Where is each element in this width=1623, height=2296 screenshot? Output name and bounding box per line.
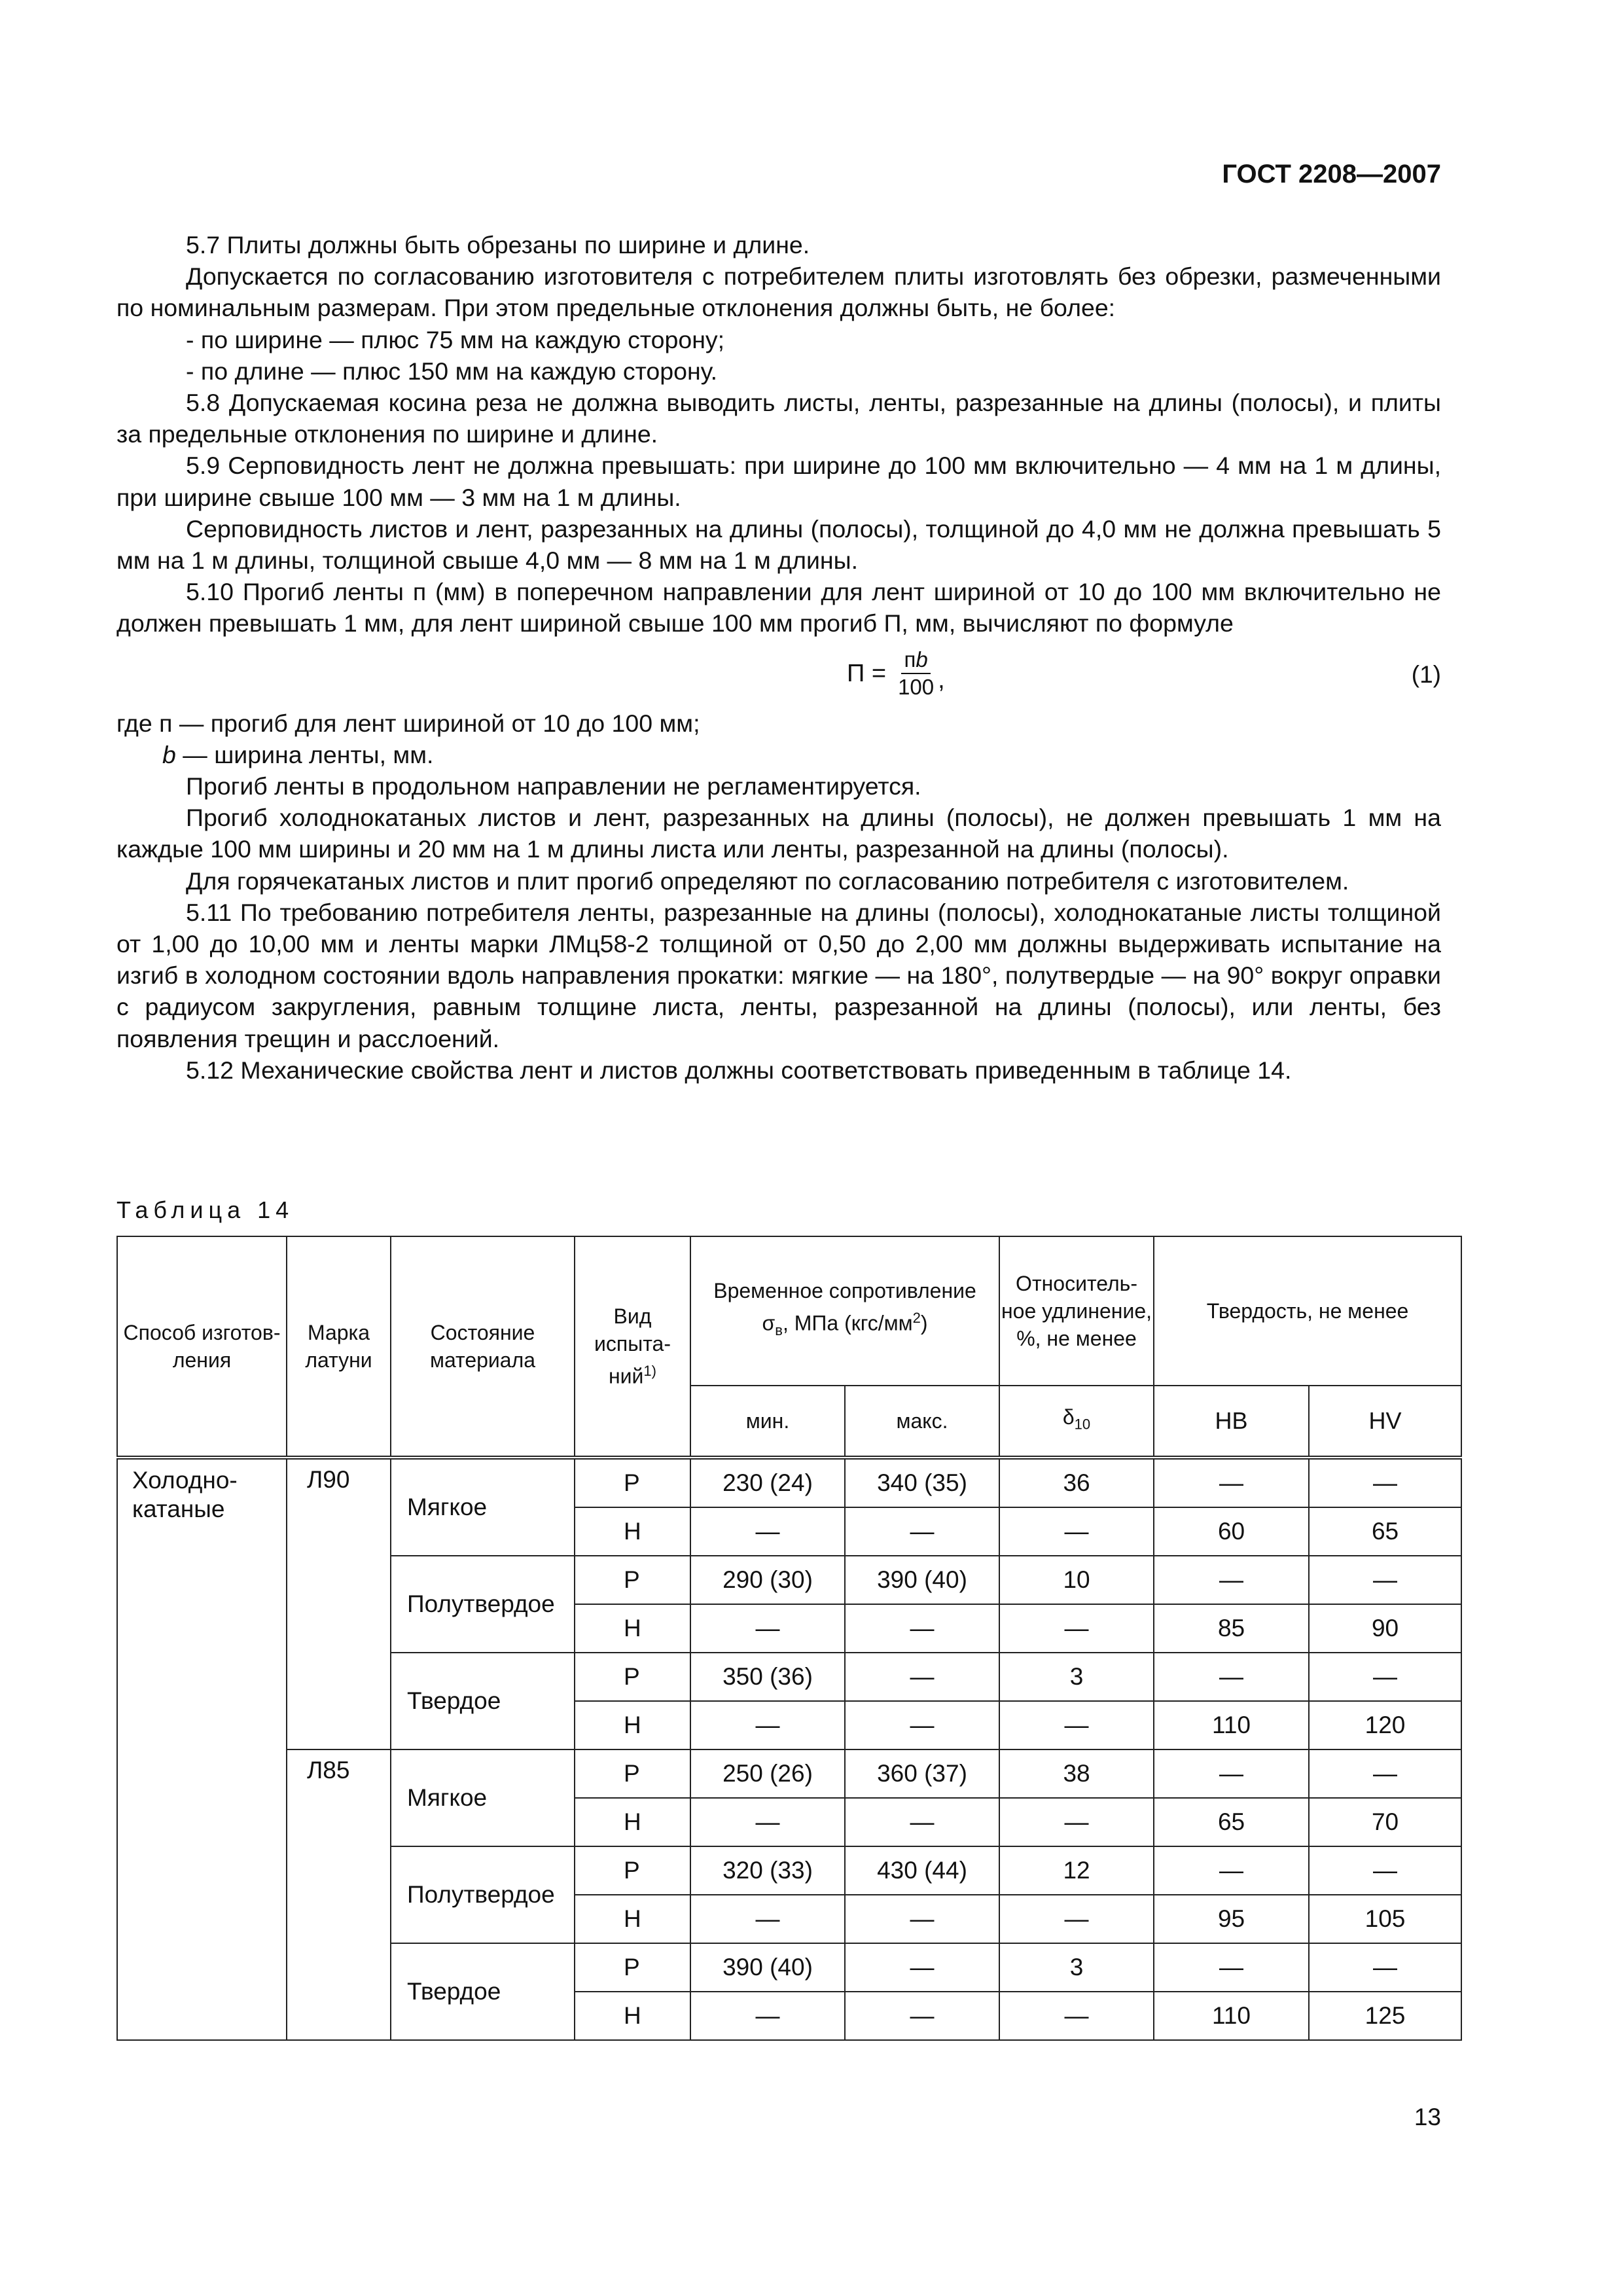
header-tensile-strength: Временное сопротивление $\sigma_в$, МПа $(кгс/мм^2)$ [690,1236,999,1386]
cell-strength-min: 320 (33) [690,1846,845,1895]
table-row [117,1749,1461,1798]
cell-strength-max: — [845,1701,999,1749]
cell-strength-min: 290 (30) [690,1556,845,1604]
cell-strength-min: — [690,1895,845,1943]
paragraph-5-12: 5.12 Механические свойства лент и листов должны соответствовать приведенным в таблице 14. [186,1056,1292,1084]
formula-comma: , [938,666,945,694]
cell-hardness-hv: — [1309,1556,1461,1604]
cell-hardness-hb: — [1154,1846,1309,1895]
cell-elongation: — [999,1992,1154,2040]
cell-state: Мягкое [391,1458,575,1556]
cell-hardness-hb: 110 [1154,1992,1309,2040]
header-delta: $\delta_{10}$ [999,1386,1154,1458]
cell-state: Твердое [391,1943,575,2040]
cell-hardness-hb: — [1154,1749,1309,1798]
cell-strength-max: — [845,1604,999,1653]
header-max: макс. [845,1386,999,1458]
cell-hardness-hb: 60 [1154,1507,1309,1556]
cell-test-type: Р [575,1556,690,1604]
cell-strength-max: — [845,1507,999,1556]
cell-hardness-hv: 120 [1309,1701,1461,1749]
cell-hardness-hv: 105 [1309,1895,1461,1943]
paragraph: Допускается по согласованию изготовителя с потребителем плиты изготовлять без обрезки, размеченными по номинальным размерам. При этом предельные отклонения должны быть, не более: [116,262,1441,322]
header-hardness: Твердость, не менее [1154,1236,1461,1386]
header-brand: Марка латуни [287,1236,391,1458]
paragraph-5-9: 5.9 Серповидность лент не должна превышать: при ширине до 100 мм включительно — 4 мм на 1 м длины, при ширине свыше 100 мм — 3 мм на 1 м длины. [116,452,1441,511]
cell-hardness-hv: — [1309,1458,1461,1507]
cell-hardness-hb: — [1154,1458,1309,1507]
cell-elongation: — [999,1895,1154,1943]
cell-elongation: 38 [999,1749,1154,1798]
cell-hardness-hb: 65 [1154,1798,1309,1846]
cell-elongation: 3 [999,1943,1154,1992]
cell-brand: Л85 [287,1749,391,2040]
cell-method: Холодно-катаные [117,1458,287,2040]
cell-state: Мягкое [391,1749,575,1846]
cell-strength-max: — [845,1992,999,2040]
cell-test-type: Р [575,1846,690,1895]
paragraph-5-8: 5.8 Допускаемая косина реза не должна выводить листы, ленты, разрезанные на длины (полосы), и плиты за предельные отклонения по ширине и длине. [116,389,1441,448]
cell-test-type: Н [575,1895,690,1943]
cell-strength-max: — [845,1895,999,1943]
document-header: ГОСТ 2208—2007 [1222,160,1441,188]
where-clause: b — ширина ленты, мм. [162,740,434,768]
header-method: Способ изготов-ления [117,1236,287,1458]
cell-elongation: — [999,1604,1154,1653]
cell-hardness-hv: — [1309,1749,1461,1798]
cell-hardness-hv: 125 [1309,1992,1461,2040]
cell-elongation: — [999,1507,1154,1556]
page-number: 13 [1414,2104,1441,2130]
formula-numerator: пb [901,647,930,674]
cell-state: Твердое [391,1653,575,1749]
cell-test-type: Р [575,1653,690,1701]
cell-strength-max: — [845,1653,999,1701]
cell-strength-min: — [690,1604,845,1653]
table-row [117,1458,1461,1507]
list-item: - по длине — плюс 150 мм на каждую сторону. [186,357,718,385]
cell-hardness-hv: 70 [1309,1798,1461,1846]
header-hv: HV [1309,1386,1461,1458]
cell-test-type: Н [575,1992,690,2040]
cell-strength-max: 430 (44) [845,1846,999,1895]
formula-number: (1) [1411,660,1441,688]
cell-strength-min: 350 (36) [690,1653,845,1701]
formula-fraction [895,647,936,700]
formula-lhs: П = [847,659,887,687]
paragraph: Для горячекатаных листов и плит прогиб определяют по согласованию потребителя с изготовителем. [186,867,1349,895]
paragraph: Прогиб холоднокатаных листов и лент, разрезанных на длины (полосы), не должен превышать 1 мм на каждые 100 мм ширины и 20 мм на 1 м длины листа или ленты, разрезанной на длины (полосы). [116,804,1441,863]
cell-test-type: Н [575,1507,690,1556]
paragraph-5-11: 5.11 По требованию потребителя ленты, разрезанные на длины (полосы), холоднокатаные листы толщиной от 1,00 до 10,00 мм и ленты марки ЛМц58-2 толщиной от 0,50 до 2,00 мм должны выдерживать испытание на изгиб в холодном состоянии вдоль направления прокатки: мягкие — на 180°, полутвердые — на 90° вокруг оправки с радиусом закругления, равным толщине листа, ленты, разрезанной на длины (полосы), или ленты, без появления трещин и расслоений. [116,898,1441,1052]
cell-test-type: Р [575,1943,690,1992]
cell-strength-min: 250 (26) [690,1749,845,1798]
cell-strength-min: 230 (24) [690,1458,845,1507]
paragraph: Прогиб ленты в продольном направлении не регламентируется. [186,772,921,800]
cell-strength-min: — [690,1701,845,1749]
cell-strength-max: — [845,1943,999,1992]
cell-strength-max: — [845,1798,999,1846]
cell-strength-max: 360 (37) [845,1749,999,1798]
cell-strength-max: 390 (40) [845,1556,999,1604]
header-test-type: Вид испыта-ний$^{1)}$ [575,1236,690,1458]
cell-hardness-hb: — [1154,1653,1309,1701]
formula-1 [116,639,1441,708]
cell-elongation: 3 [999,1653,1154,1701]
cell-brand: Л90 [287,1458,391,1749]
cell-elongation: 10 [999,1556,1154,1604]
cell-strength-max: 340 (35) [845,1458,999,1507]
cell-hardness-hb: — [1154,1556,1309,1604]
cell-hardness-hb: 95 [1154,1895,1309,1943]
cell-strength-min: — [690,1798,845,1846]
cell-hardness-hv: 90 [1309,1604,1461,1653]
cell-strength-min: — [690,1507,845,1556]
properties-table [116,1236,1462,2041]
cell-elongation: 36 [999,1458,1154,1507]
header-elongation: Относитель-ное удлинение, %, не менее [999,1236,1154,1386]
paragraph-5-10: 5.10 Прогиб ленты п (мм) в поперечном направлении для лент шириной от 10 до 100 мм включительно не должен превышать 1 мм, для лент шириной свыше 100 мм прогиб П, мм, вычисляют по формуле [116,578,1441,637]
cell-test-type: Н [575,1798,690,1846]
cell-strength-min: 390 (40) [690,1943,845,1992]
formula-denominator: 100 [898,674,935,699]
cell-hardness-hv: 65 [1309,1507,1461,1556]
table-caption: Таблица 14 [116,1196,294,1223]
cell-hardness-hv: — [1309,1653,1461,1701]
where-clause: где п — прогиб для лент шириной от 10 до 100 мм; [116,709,700,737]
cell-hardness-hb: — [1154,1943,1309,1992]
header-state: Состояние материала [391,1236,575,1458]
cell-hardness-hv: — [1309,1943,1461,1992]
cell-hardness-hb: 85 [1154,1604,1309,1653]
body-text [116,229,1441,1086]
paragraph-5-7: 5.7 Плиты должны быть обрезаны по ширине и длине. [186,231,810,259]
cell-elongation: — [999,1798,1154,1846]
list-item: - по ширине — плюс 75 мм на каждую сторону; [186,325,725,353]
cell-hardness-hb: 110 [1154,1701,1309,1749]
cell-elongation: 12 [999,1846,1154,1895]
cell-hardness-hv: — [1309,1846,1461,1895]
header-min: мин. [690,1386,845,1458]
cell-strength-min: — [690,1992,845,2040]
cell-test-type: Н [575,1604,690,1653]
cell-test-type: Р [575,1458,690,1507]
cell-state: Полутвердое [391,1846,575,1943]
header-hb: НВ [1154,1386,1309,1458]
cell-elongation: — [999,1701,1154,1749]
cell-state: Полутвердое [391,1556,575,1653]
cell-test-type: Н [575,1701,690,1749]
cell-test-type: Р [575,1749,690,1798]
paragraph: Серповидность листов и лент, разрезанных на длины (полосы), толщиной до 4,0 мм не должна превышать 5 мм на 1 м длины, толщиной свыше 4,0 мм — 8 мм на 1 м длины. [116,514,1441,575]
